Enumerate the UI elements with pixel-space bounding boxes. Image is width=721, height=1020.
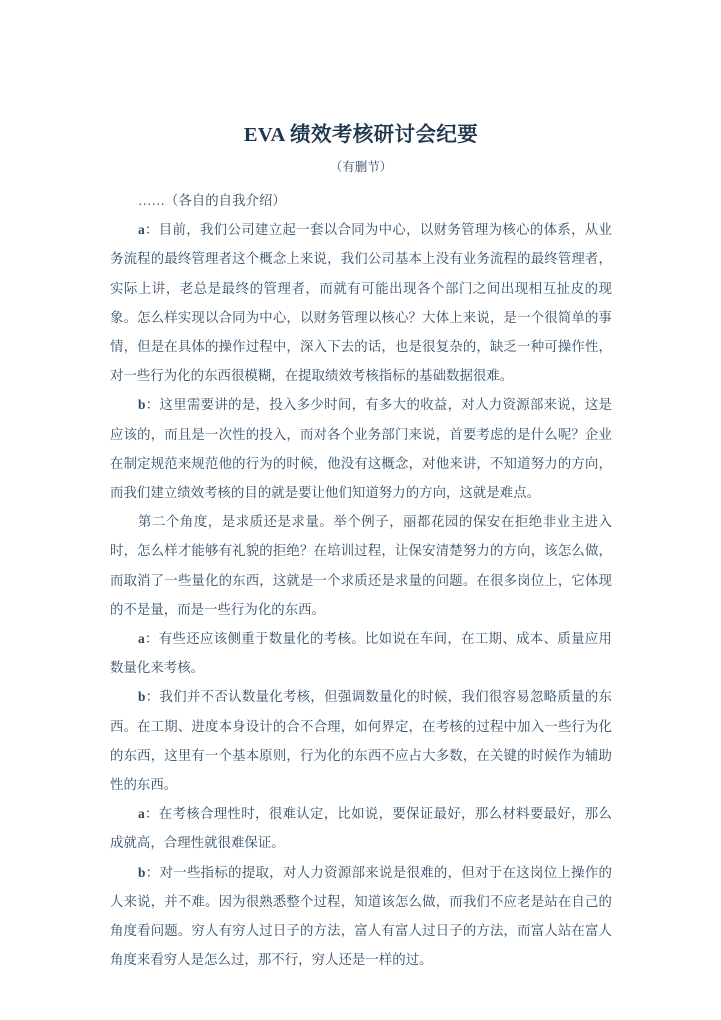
page-title: EVA 绩效考核研讨会纪要 [243, 124, 479, 146]
speaker-label: b [138, 864, 146, 880]
speaker-label: b [138, 689, 146, 705]
document-body [110, 120, 612, 974]
para-second-angle: 第二个角度，是求质还是求量。举个例子，丽都花园的保安在拒绝非业主进入时，怎么样才能够有礼貌的拒绝？在培训过程，让保安清楚努力的方向，该怎么做，而取消了一些量化的东西，这就是一个求质还是求量的问题。在很多岗位上，它体现的不是量，而是一些行为化的东西。 [110, 514, 612, 617]
para-b-3: b：对一些指标的提取，对人力资源部来说是很难的，但对于在这岗位上操作的人来说，并不难。因为很熟悉整个过程，知道该怎么做，而我们不应老是站在自己的角度看问题。穷人有穷人过日子的方法，富人有富人过日子的方法，而富人站在富人角度来看穷人是怎么过，那不行，穷人还是一样的过。 [110, 864, 612, 968]
speaker-label: a [138, 631, 145, 647]
speaker-label: a [138, 806, 145, 822]
intro-line: ……（各自的自我介绍） [138, 193, 286, 208]
speaker-label: b [138, 397, 146, 413]
speaker-label: a [138, 222, 145, 238]
para-a-3: a：在考核合理性时，很难认定，比如说，要保证最好，那么材料要最好，那么成就高，合理性就很难保证。 [110, 806, 612, 851]
para-a-1: a：目前，我们公司建立起一套以合同为中心，以财务管理为核心的体系，从业务流程的最终管理者这个概念上来说，我们公司基本上没有业务流程的最终管理者，实际上讲，老总是最终的管理者，而就有可能出现各个部门之间出现相互扯皮的现象。怎么样实现以合同为中心，以财务管理以核心？大体上来说，是一个很简单的事情，但是在具体的操作过程中，深入下去的话，也是很复杂的，缺乏一种可操作性，对一些行为化的东西很模糊，在提取绩效考核指标的基础数据很难。 [110, 222, 612, 384]
document-subtitle: （有删节） [329, 160, 393, 174]
para-b-2: b：我们并不否认数量化考核，但强调数量化的时候，我们很容易忽略质量的东西。在工期、进度本身设计的合不合理，如何界定，在考核的过程中加入一些行为化的东西，这里有一个基本原则，行为化的东西不应占大多数，在关键的时候作为辅助性的东西。 [110, 689, 612, 793]
para-a-2: a：有些还应该侧重于数量化的考核。比如说在车间，在工期、成本、质量应用数量化来考核。 [110, 631, 612, 676]
para-b-1: b：这里需要讲的是，投入多少时间，有多大的收益，对人力资源部来说，这是应该的，而且是一次性的投入，而对各个业务部门来说，首要考虑的是什么呢？企业在制定规范来规范他的行为的时候，他没有这概念，对他来讲，不知道努力的方向，而我们建立绩效考核的目的就是要让他们知道努力的方向，这就是难点。 [110, 397, 612, 501]
